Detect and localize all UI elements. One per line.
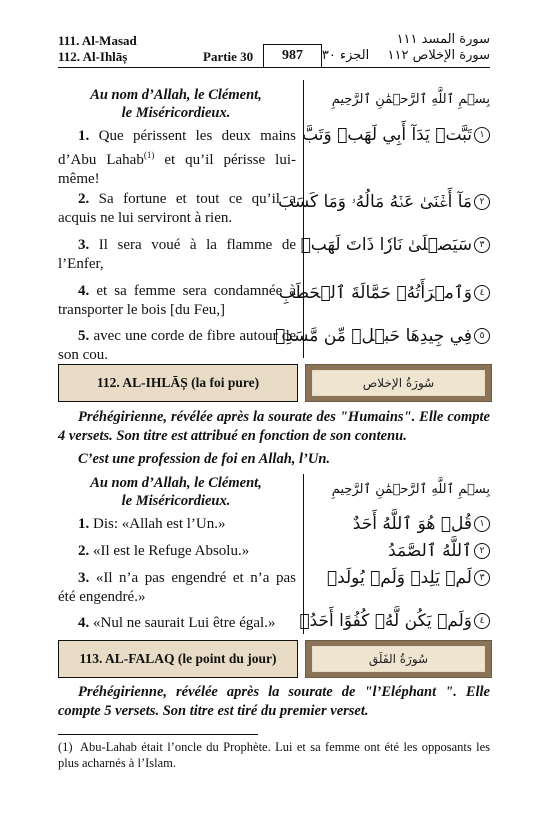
sura-ornament-ikhlas: سُورَةُ الإخلاص <box>305 364 492 402</box>
header-left-line2: 112. Al-Ihlāș <box>58 49 128 64</box>
header-partie: Partie 30 <box>203 49 254 64</box>
column-divider-ikhlas <box>303 474 304 634</box>
verse-ar: ٤وَلَمۡ يَكُن لَّهُۥ كُفُوًا أَحَدُۢ <box>299 611 490 631</box>
footnote <box>58 739 490 771</box>
header-juz: الجزء ٣٠ <box>321 48 370 63</box>
verse-fr: 5. avec une corde de fibre autour de son cou. <box>58 328 296 363</box>
basmala-french: Au nom d’Allah, le Clément, le Miséricordieux. <box>90 87 262 121</box>
verse-fr: 3. Il sera voué à la flamme de l’Enfer, <box>58 237 296 272</box>
basmala-arabic: بِسۡمِ ٱللَّهِ ٱلرَّحۡمَٰنِ ٱلرَّحِيمِ <box>331 92 490 107</box>
verse-fr: 2. Sa fortune et tout ce qu’il a acquis ne lui serviront à rien. <box>58 191 296 226</box>
sura-intro-ikhlas: Préhégirienne, révélée après la sourate des "Humains". Elle compte 4 versets. Son titre est attribué en fonction de son contenu. <box>58 409 490 444</box>
footnote-ref: (1) <box>143 150 155 160</box>
verse-fr: 2. «Il est le Refuge Absolu.» <box>78 543 250 559</box>
header-right-line1: سورة المسد ١١١ <box>396 32 490 47</box>
verse-fr: 1. Que périssent les deux mains d’Abu Lahab$^{(1)}$ et qu’il périsse lui-même! <box>58 128 297 187</box>
sura-title-ikhlas: 112. AL-IHLĀȘ (la foi pure) <box>58 364 298 402</box>
verse-fr: 4. «Nul ne saurait Lui être égal.» <box>78 615 276 631</box>
header-right-sura: سورة الإخلاص ١١٢ <box>387 48 490 63</box>
header-right-line2 <box>322 48 490 63</box>
verse-ar: ٥فِي جِيدِهَا حَبۡلٞ مِّن مَّسَدِۭ <box>275 326 490 346</box>
page-number: 987 <box>263 44 322 68</box>
basmala-arabic: بِسۡمِ ٱللَّهِ ٱلرَّحۡمَٰنِ ٱلرَّحِيمِ <box>331 482 490 497</box>
column-divider-top <box>303 80 304 358</box>
verse-fr: 3. «Il n’a pas engendré et n’a pas été engendré.» <box>58 570 296 605</box>
verse-ar: ٢ٱللَّهُ ٱلصَّمَدُ <box>388 540 490 561</box>
footnote-mark: (1) <box>58 740 73 754</box>
verse-ar: ٣سَيَصۡلَىٰ نَارٗا ذَاتَ لَهَبٖ <box>301 235 490 255</box>
verse-ar: ٢مَآ أَغۡنَىٰ عَنۡهُ مَالُهُۥ وَمَا كَسَبَ <box>278 192 490 212</box>
verse-fr: 1. Dis: «Allah est l’Un.» <box>78 516 226 532</box>
sura-title-falaq: 113. AL-FALAQ (le point du jour) <box>58 640 298 678</box>
basmala-french: Au nom d’Allah, le Clément, le Miséricordieux. <box>90 475 262 509</box>
verse-ar: ١تَبَّتۡ يَدَآ أَبِي لَهَبٖ وَتَبَّ <box>302 125 490 145</box>
verse-ar: ١قُلۡ هُوَ ٱللَّهُ أَحَدٌ <box>353 513 490 534</box>
verse-ar: ٣لَمۡ يَلِدۡ وَلَمۡ يُولَدۡ <box>327 568 490 588</box>
verse-ar: ٤وَٱمۡرَأَتُهُۥ حَمَّالَةَ ٱلۡحَطَبِ <box>279 282 490 303</box>
sura-ornament-falaq: سُورَةُ الفَلَق <box>305 640 492 678</box>
footnote-text: Abu-Lahab était l’oncle du Prophète. Lui et sa femme ont été les opposants les plus acharnés à l’Islam. <box>58 740 490 770</box>
sura-intro-ikhlas-2: C’est une profession de foi en Allah, l’Un. <box>78 451 331 467</box>
header-left-line1: 111. Al-Masad <box>58 33 137 48</box>
verse-fr: 4. et sa femme sera condamnée à transporter le bois [du Feu,] <box>58 283 296 318</box>
header-rule <box>58 67 490 68</box>
sura-intro-falaq: Préhégirienne, révélée après la sourate de "l’Eléphant ". Elle compte 5 versets. Son titre est tiré du premier verset. <box>58 684 490 719</box>
footnote-rule <box>58 734 258 735</box>
